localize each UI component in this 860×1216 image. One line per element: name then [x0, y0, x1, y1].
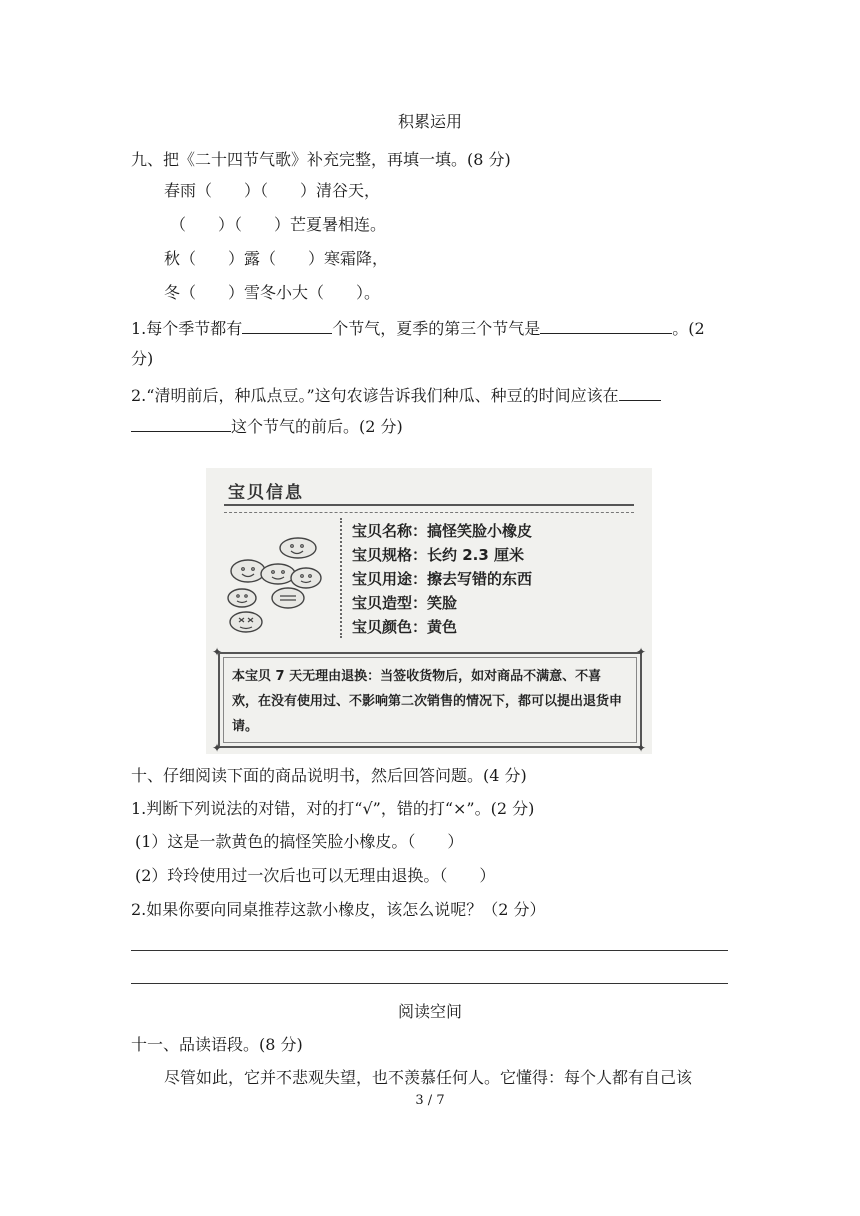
poem-line-4: 冬（ ）雪冬小大（ ）。: [164, 283, 381, 302]
question-9-title: 九、把《二十四节气歌》补充完整，再填一填。(8 分): [131, 150, 511, 169]
section-title-reading: 阅读空间: [397, 1002, 462, 1021]
info-row-spec: 宝贝规格：长约 2.3 厘米: [352, 546, 525, 564]
question-10-item1: (1）这是一款黄色的搞怪笑脸小橡皮。（ ）: [135, 832, 464, 851]
poem-line-1: 春雨（ ）（ ）清谷天，: [164, 181, 381, 200]
corner-ornament-icon: ✦: [212, 741, 223, 755]
answer-blank[interactable]: [540, 317, 672, 334]
poem-line-2: （ ）（ ）芒夏暑相连。: [170, 215, 387, 234]
question-10-item2: (2）玲玲使用过一次后也可以无理由退换。（ ）: [135, 866, 496, 885]
info-row-name: 宝贝名称：搞怪笑脸小橡皮: [352, 522, 533, 540]
page-number: 3 / 7: [415, 1093, 445, 1108]
question-9-sub2: [131, 384, 661, 406]
return-policy-text: 本宝贝 7 天无理由退换：当签收货物后，如对商品不满意、不喜欢，在没有使用过、不影响第二次销售的情况下，都可以提出退货申请。: [232, 669, 623, 734]
return-policy-box: [212, 645, 647, 755]
question-9-sub2-cont: [131, 415, 403, 437]
info-row-color: 宝贝颜色：黄色: [352, 618, 458, 636]
sub2-text-b: 这个节气的前后。(2 分): [231, 417, 403, 436]
smiley-erasers-icon: [218, 526, 336, 636]
info-row-use: 宝贝用途：擦去写错的东西: [352, 570, 533, 588]
section-title-accumulate: 积累运用: [397, 112, 462, 131]
answer-blank[interactable]: [619, 384, 661, 401]
product-info-card: [206, 468, 652, 754]
question-11-title: 十一、品读语段。(8 分): [131, 1035, 303, 1054]
question-9-sub1: [131, 317, 705, 339]
corner-ornament-icon: ✦: [636, 741, 647, 755]
sub1-text-a: 1.每个季节都有: [131, 319, 243, 338]
question-9-sub1-cont: 分): [131, 349, 154, 368]
answer-blank[interactable]: [131, 415, 231, 432]
corner-ornament-icon: ✦: [636, 645, 647, 659]
card-title: 宝贝信息: [228, 483, 304, 503]
info-row-shape: 宝贝造型：笑脸: [352, 594, 458, 612]
question-10-title: 十、仔细阅读下面的商品说明书，然后回答问题。(4 分): [131, 766, 527, 785]
decorative-vine: [340, 518, 350, 638]
question-10-sub1: 1.判断下列说法的对错，对的打“√”，错的打“×”。(2 分): [131, 799, 535, 818]
sub2-text-a: 2.“清明前后，种瓜点豆。”这句农谚告诉我们种瓜、种豆的时间应该在: [131, 386, 619, 405]
question-11-paragraph: 尽管如此，它并不悲观失望，也不羡慕任何人。它懂得：每个人都有自己该: [164, 1068, 693, 1087]
sub1-text-c: 。(2: [672, 319, 705, 338]
question-10-sub2: 2.如果你要向同桌推荐这款小橡皮，该怎么说呢？（2 分）: [131, 900, 546, 919]
title-divider: [224, 504, 634, 513]
answer-line[interactable]: [131, 983, 728, 984]
poem-line-3: 秋（ ）露（ ）寒霜降，: [164, 249, 389, 268]
answer-blank[interactable]: [242, 317, 332, 334]
sub1-text-b: 个节气，夏季的第三个节气是: [332, 319, 541, 338]
corner-ornament-icon: ✦: [212, 645, 223, 659]
answer-line[interactable]: [131, 950, 728, 951]
